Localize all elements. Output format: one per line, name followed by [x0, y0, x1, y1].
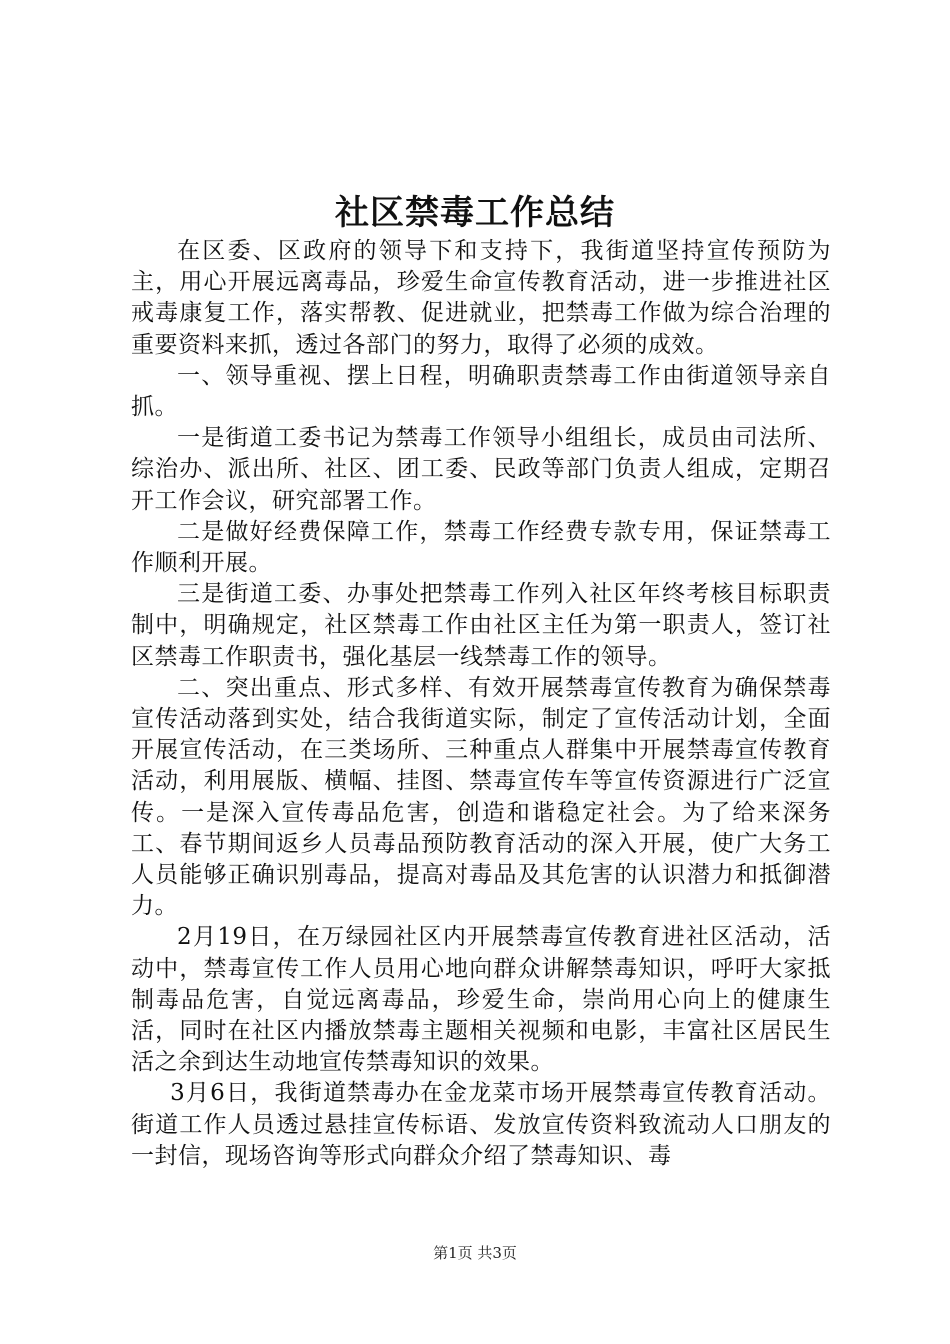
paragraph-item-2: 二是做好经费保障工作，禁毒工作经费专款专用，保证禁毒工作顺利开展。 — [131, 518, 831, 577]
paragraph-section-2: 二、突出重点、形式多样、有效开展禁毒宣传教育为确保禁毒宣传活动落到实处，结合我街道实际，制定了宣传活动计划，全面开展宣传活动，在三类场所、三种重点人群集中开展禁毒宣传教育活动，利用展版、横幅、挂图、禁毒宣传车等宣传资源进行广泛宣传。一是深入宣传毒品危害，创造和谐稳定社会。为了给来深务工、春节期间返乡人员毒品预防教育活动的深入开展，使广大务工人员能够正确识别毒品，提高对毒品及其危害的认识潜力和抵御潜力。 — [131, 674, 831, 920]
paragraph-item-1: 一是街道工委书记为禁毒工作领导小组组长，成员由司法所、综治办、派出所、社区、团工委、民政等部门负责人组成，定期召开工作会议，研究部署工作。 — [131, 425, 831, 514]
paragraph-mar-6: 3月6日，我街道禁毒办在金龙菜市场开展禁毒宣传教育活动。街道工作人员透过悬挂宣传标语、发放宣传资料致流动人口朋友的一封信，现场咨询等形式向群众介绍了禁毒知识、毒 — [131, 1080, 831, 1169]
document-body — [131, 236, 831, 1172]
paragraph-section-1-heading: 一、领导重视、摆上日程，明确职责禁毒工作由街道领导亲自抓。 — [131, 362, 831, 421]
page-number-footer: 第1页 共3页 — [433, 1244, 517, 1262]
paragraph-intro: 在区委、区政府的领导下和支持下，我街道坚持宣传预防为主，用心开展远离毒品，珍爱生命宣传教育活动，进一步推进社区戒毒康复工作，落实帮教、促进就业，把禁毒工作做为综合治理的重要资料来抓，透过各部门的努力，取得了必须的成效。 — [131, 238, 831, 358]
document-title: 社区禁毒工作总结 — [335, 193, 615, 233]
paragraph-feb-19: 2月19日，在万绿园社区内开展禁毒宣传教育进社区活动，活动中，禁毒宣传工作人员用心地向群众讲解禁毒知识，呼吁大家抵制毒品危害，自觉远离毒品，珍爱生命，崇尚用心向上的健康生活，同时在社区内播放禁毒主题相关视频和电影，丰富社区居民生活之余到达生动地宣传禁毒知识的效果。 — [131, 924, 831, 1076]
paragraph-item-3: 三是街道工委、办事处把禁毒工作列入社区年终考核目标职责制中，明确规定，社区禁毒工作由社区主任为第一职责人，签订社区禁毒工作职责书，强化基层一线禁毒工作的领导。 — [131, 581, 831, 670]
